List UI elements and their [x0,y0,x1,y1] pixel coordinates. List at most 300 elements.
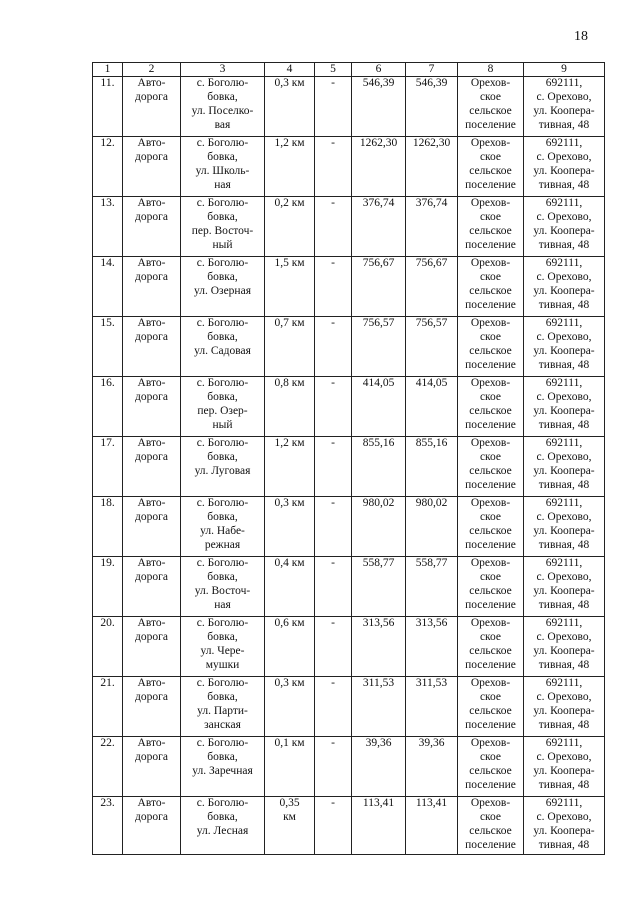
cell-line: бовка, [207,330,238,343]
table-row [93,377,605,437]
cell-line: бовка, [207,390,238,403]
length-cell [265,737,315,797]
length-cell [265,557,315,617]
column-5-cell: - [315,497,352,557]
column-7-value-cell: 313,56 [406,617,458,677]
owner-address-cell [524,497,605,557]
cell-line: 0,7 км [274,317,305,329]
object-type-cell [123,617,181,677]
cell-line: поселение [465,778,516,791]
cell-line: ул. Коопера- [533,764,595,777]
column-6-value-cell: 546,39 [352,77,406,137]
owner-cell [458,377,524,437]
cell-line: 0,3 км [274,77,305,89]
row-number-cell: 19. [93,557,123,617]
column-7-value-cell: 1262,30 [406,137,458,197]
cell-line: с. Боголю- [196,197,249,209]
cell-line: 0,2 км [274,197,305,209]
cell-line: тивная, 48 [538,358,590,371]
cell-line: бовка, [207,810,238,823]
cell-line: ул. Коопера- [533,164,595,177]
length-cell [265,257,315,317]
owner-address-cell [524,797,605,855]
row-number-cell: 18. [93,497,123,557]
owner-address-cell [524,437,605,497]
row-number-cell: 22. [93,737,123,797]
cell-line: занская [204,718,241,731]
cell-line: с. Орехово, [536,390,592,403]
row-number-cell: 11. [93,77,123,137]
cell-line: 692111, [545,257,583,269]
column-5-cell: - [315,137,352,197]
cell-line: поселение [465,658,516,671]
table-row [93,677,605,737]
owner-cell [458,497,524,557]
row-number-cell: 12. [93,137,123,197]
owner-address-cell [524,737,605,797]
cell-line: Орехов- [470,77,511,89]
cell-line: бовка, [207,270,238,283]
cell-line: Авто- [137,377,166,389]
cell-line: ул. Коопера- [533,104,595,117]
cell-line: 692111, [545,437,583,449]
column-6-value-cell: 376,74 [352,197,406,257]
cell-line: с. Орехово, [536,810,592,823]
cell-line: с. Боголю- [196,317,249,329]
object-type-cell [123,677,181,737]
table-row [93,737,605,797]
cell-line: 692111, [545,317,583,329]
cell-line: дорога [135,390,168,403]
cell-line: сельское [469,584,512,597]
cell-line: Авто- [137,797,166,809]
cell-line: ул. Коопера- [533,704,595,717]
cell-line: ское [479,90,502,103]
table-row [93,497,605,557]
cell-line: сельское [469,464,512,477]
cell-line: 692111, [545,137,583,149]
cell-line: бовка, [207,90,238,103]
cell-line: тивная, 48 [538,598,590,611]
cell-line: поселение [465,598,516,611]
cell-line: 0,8 км [274,377,305,389]
cell-line: тивная, 48 [538,538,590,551]
cell-line: ское [479,690,502,703]
owner-cell [458,437,524,497]
table-body [93,77,605,855]
cell-line: Орехов- [470,137,511,149]
column-5-cell: - [315,377,352,437]
column-header: 2 [123,63,181,77]
table-row [93,437,605,497]
cell-line: ул. Чере- [200,644,245,657]
address-cell [181,437,265,497]
cell-line: с. Орехово, [536,630,592,643]
cell-line: ул. Школь- [195,164,250,177]
cell-line: поселение [465,478,516,491]
column-header: 6 [352,63,406,77]
address-cell [181,797,265,855]
cell-line: бовка, [207,510,238,523]
cell-line: ское [479,750,502,763]
cell-line: тивная, 48 [538,178,590,191]
owner-cell [458,77,524,137]
cell-line: Авто- [137,197,166,209]
owner-address-cell [524,197,605,257]
cell-line: ул. Восточ- [194,584,251,597]
cell-line: ул. Парти- [197,704,248,717]
cell-line: ный [212,418,233,431]
cell-line: бовка, [207,750,238,763]
object-type-cell [123,317,181,377]
table-row [93,77,605,137]
owner-address-cell [524,317,605,377]
address-cell [181,737,265,797]
cell-line: тивная, 48 [538,778,590,791]
cell-line: с. Боголю- [196,257,249,269]
cell-line: 692111, [545,797,583,809]
cell-line: ское [479,510,502,523]
cell-line: Орехов- [470,737,511,749]
owner-address-cell [524,77,605,137]
cell-line: ул. Луговая [194,464,251,477]
cell-line: 0,3 км [274,497,305,509]
table-row [93,137,605,197]
cell-line: ул. Коопера- [533,284,595,297]
cell-line: поселение [465,418,516,431]
column-header: 7 [406,63,458,77]
cell-line: ная [214,598,231,611]
cell-line: с. Орехово, [536,90,592,103]
owner-cell [458,677,524,737]
cell-line: с. Орехово, [536,570,592,583]
cell-line: с. Боголю- [196,797,249,809]
cell-line: км [283,810,296,823]
cell-line: Авто- [137,257,166,269]
column-5-cell: - [315,557,352,617]
owner-cell [458,257,524,317]
column-7-value-cell: 39,36 [406,737,458,797]
column-7-value-cell: 546,39 [406,77,458,137]
column-7-value-cell: 113,41 [406,797,458,855]
cell-line: ул. Коопера- [533,404,595,417]
cell-line: 692111, [545,197,583,209]
column-5-cell: - [315,677,352,737]
cell-line: 1,2 км [274,437,305,449]
cell-line: Авто- [137,617,166,629]
cell-line: поселение [465,178,516,191]
cell-line: сельское [469,764,512,777]
column-7-value-cell: 311,53 [406,677,458,737]
object-type-cell [123,497,181,557]
length-cell [265,377,315,437]
cell-line: с. Боголю- [196,377,249,389]
cell-line: 692111, [545,77,583,89]
cell-line: дорога [135,90,168,103]
column-7-value-cell: 756,57 [406,317,458,377]
cell-line: пер. Восточ- [191,224,254,237]
length-cell [265,437,315,497]
cell-line: 692111, [545,617,583,629]
cell-line: тивная, 48 [538,658,590,671]
column-6-value-cell: 414,05 [352,377,406,437]
owner-address-cell [524,377,605,437]
column-7-value-cell: 980,02 [406,497,458,557]
cell-line: дорога [135,690,168,703]
cell-line: с. Орехово, [536,750,592,763]
cell-line: тивная, 48 [538,238,590,251]
cell-line: бовка, [207,210,238,223]
column-5-cell: - [315,257,352,317]
cell-line: 692111, [545,557,583,569]
cell-line: с. Боголю- [196,557,249,569]
cell-line: ул. Коопера- [533,584,595,597]
cell-line: 692111, [545,677,583,689]
cell-line: ул. Садовая [194,344,251,357]
cell-line: ул. Коопера- [533,464,595,477]
column-header: 5 [315,63,352,77]
column-6-value-cell: 756,67 [352,257,406,317]
address-cell [181,317,265,377]
column-6-value-cell: 558,77 [352,557,406,617]
cell-line: с. Орехово, [536,690,592,703]
cell-line: ный [212,238,233,251]
table-row [93,317,605,377]
column-6-value-cell: 756,57 [352,317,406,377]
cell-line: сельское [469,164,512,177]
owner-address-cell [524,617,605,677]
cell-line: бовка, [207,690,238,703]
row-number-cell: 23. [93,797,123,855]
cell-line: 692111, [545,377,583,389]
cell-line: Орехов- [470,317,511,329]
cell-line: 692111, [545,737,583,749]
cell-line: ул. Коопера- [533,524,595,537]
column-6-value-cell: 855,16 [352,437,406,497]
object-type-cell [123,797,181,855]
cell-line: тивная, 48 [538,718,590,731]
cell-line: поселение [465,358,516,371]
cell-line: Орехов- [470,677,511,689]
cell-line: ул. Коопера- [533,824,595,837]
owner-cell [458,737,524,797]
cell-line: ское [479,210,502,223]
cell-line: тивная, 48 [538,838,590,851]
column-7-value-cell: 756,67 [406,257,458,317]
cell-line: с. Орехово, [536,450,592,463]
cell-line: с. Боголю- [196,497,249,509]
cell-line: Орехов- [470,197,511,209]
object-type-cell [123,737,181,797]
object-type-cell [123,137,181,197]
cell-line: тивная, 48 [538,118,590,131]
object-type-cell [123,77,181,137]
row-number-cell: 13. [93,197,123,257]
cell-line: режная [204,538,241,551]
owner-cell [458,617,524,677]
column-header: 9 [524,63,605,77]
cell-line: 0,6 км [274,617,305,629]
cell-line: дорога [135,510,168,523]
cell-line: Орехов- [470,617,511,629]
address-cell [181,257,265,317]
cell-line: дорога [135,750,168,763]
table-row [93,797,605,855]
cell-line: с. Боголю- [196,677,249,689]
cell-line: бовка, [207,150,238,163]
row-number-cell: 16. [93,377,123,437]
address-cell [181,197,265,257]
cell-line: 1,2 км [274,137,305,149]
cell-line: Авто- [137,557,166,569]
cell-line: дорога [135,150,168,163]
address-cell [181,377,265,437]
object-type-cell [123,437,181,497]
cell-line: ское [479,270,502,283]
row-number-cell: 15. [93,317,123,377]
cell-line: поселение [465,118,516,131]
cell-line: ная [214,178,231,191]
cell-line: 0,4 км [274,557,305,569]
cell-line: дорога [135,270,168,283]
cell-line: Авто- [137,497,166,509]
column-5-cell: - [315,317,352,377]
cell-line: ул. Лесная [196,824,249,837]
cell-line: дорога [135,210,168,223]
cell-line: дорога [135,570,168,583]
cell-line: сельское [469,284,512,297]
object-type-cell [123,377,181,437]
cell-line: Орехов- [470,437,511,449]
cell-line: ское [479,390,502,403]
object-type-cell [123,557,181,617]
address-cell [181,677,265,737]
table-row [93,617,605,677]
cell-line: ское [479,330,502,343]
owner-address-cell [524,557,605,617]
cell-line: ское [479,150,502,163]
cell-line: мушки [205,658,240,671]
cell-line: сельское [469,224,512,237]
cell-line: ул. Коопера- [533,224,595,237]
column-5-cell: - [315,797,352,855]
cell-line: с. Орехово, [536,150,592,163]
owner-cell [458,557,524,617]
address-cell [181,557,265,617]
cell-line: бовка, [207,630,238,643]
row-number-cell: 20. [93,617,123,677]
column-6-value-cell: 113,41 [352,797,406,855]
column-5-cell: - [315,197,352,257]
page-number: 18 [574,29,588,44]
cell-line: Орехов- [470,797,511,809]
cell-line: дорога [135,630,168,643]
length-cell [265,677,315,737]
cell-line: поселение [465,298,516,311]
table-row [93,557,605,617]
cell-line: сельское [469,524,512,537]
length-cell [265,317,315,377]
object-type-cell [123,197,181,257]
cell-line: с. Орехово, [536,510,592,523]
cell-line: ул. Поселко- [191,104,254,117]
cell-line: ул. Заречная [192,764,253,777]
column-7-value-cell: 414,05 [406,377,458,437]
column-header: 3 [181,63,265,77]
column-6-value-cell: 980,02 [352,497,406,557]
row-number-cell: 21. [93,677,123,737]
cell-line: тивная, 48 [538,478,590,491]
cell-line: Авто- [137,437,166,449]
owner-cell [458,317,524,377]
owner-address-cell [524,137,605,197]
cell-line: с. Боголю- [196,77,249,89]
column-6-value-cell: 311,53 [352,677,406,737]
owner-cell [458,137,524,197]
column-7-value-cell: 558,77 [406,557,458,617]
column-7-value-cell: 376,74 [406,197,458,257]
cell-line: 692111, [545,497,583,509]
cell-line: сельское [469,344,512,357]
cell-line: 0,3 км [274,677,305,689]
length-cell [265,77,315,137]
table-row [93,197,605,257]
cell-line: Орехов- [470,557,511,569]
cell-line: дорога [135,450,168,463]
owner-cell [458,797,524,855]
length-cell [265,797,315,855]
cell-line: ское [479,450,502,463]
cell-line: бовка, [207,450,238,463]
column-header: 1 [93,63,123,77]
column-header: 8 [458,63,524,77]
length-cell [265,497,315,557]
cell-line: Авто- [137,77,166,89]
cell-line: Орехов- [470,497,511,509]
column-6-value-cell: 313,56 [352,617,406,677]
cell-line: тивная, 48 [538,298,590,311]
column-5-cell: - [315,437,352,497]
cell-line: ул. Озерная [194,284,251,297]
cell-line: с. Боголю- [196,737,249,749]
table-row [93,257,605,317]
column-6-value-cell: 1262,30 [352,137,406,197]
address-cell [181,617,265,677]
cell-line: Авто- [137,737,166,749]
cell-line: с. Боголю- [196,137,249,149]
address-cell [181,497,265,557]
cell-line: ул. Коопера- [533,644,595,657]
row-number-cell: 17. [93,437,123,497]
cell-line: поселение [465,718,516,731]
owner-cell [458,197,524,257]
column-7-value-cell: 855,16 [406,437,458,497]
property-table [92,62,605,855]
cell-line: с. Орехово, [536,270,592,283]
length-cell [265,617,315,677]
owner-address-cell [524,677,605,737]
object-type-cell [123,257,181,317]
cell-line: Орехов- [470,257,511,269]
cell-line: поселение [465,538,516,551]
cell-line: ское [479,630,502,643]
cell-line: поселение [465,238,516,251]
cell-line: тивная, 48 [538,418,590,431]
column-5-cell: - [315,737,352,797]
column-5-cell: - [315,77,352,137]
cell-line: ул. Набе- [200,524,245,537]
cell-line: с. Боголю- [196,617,249,629]
